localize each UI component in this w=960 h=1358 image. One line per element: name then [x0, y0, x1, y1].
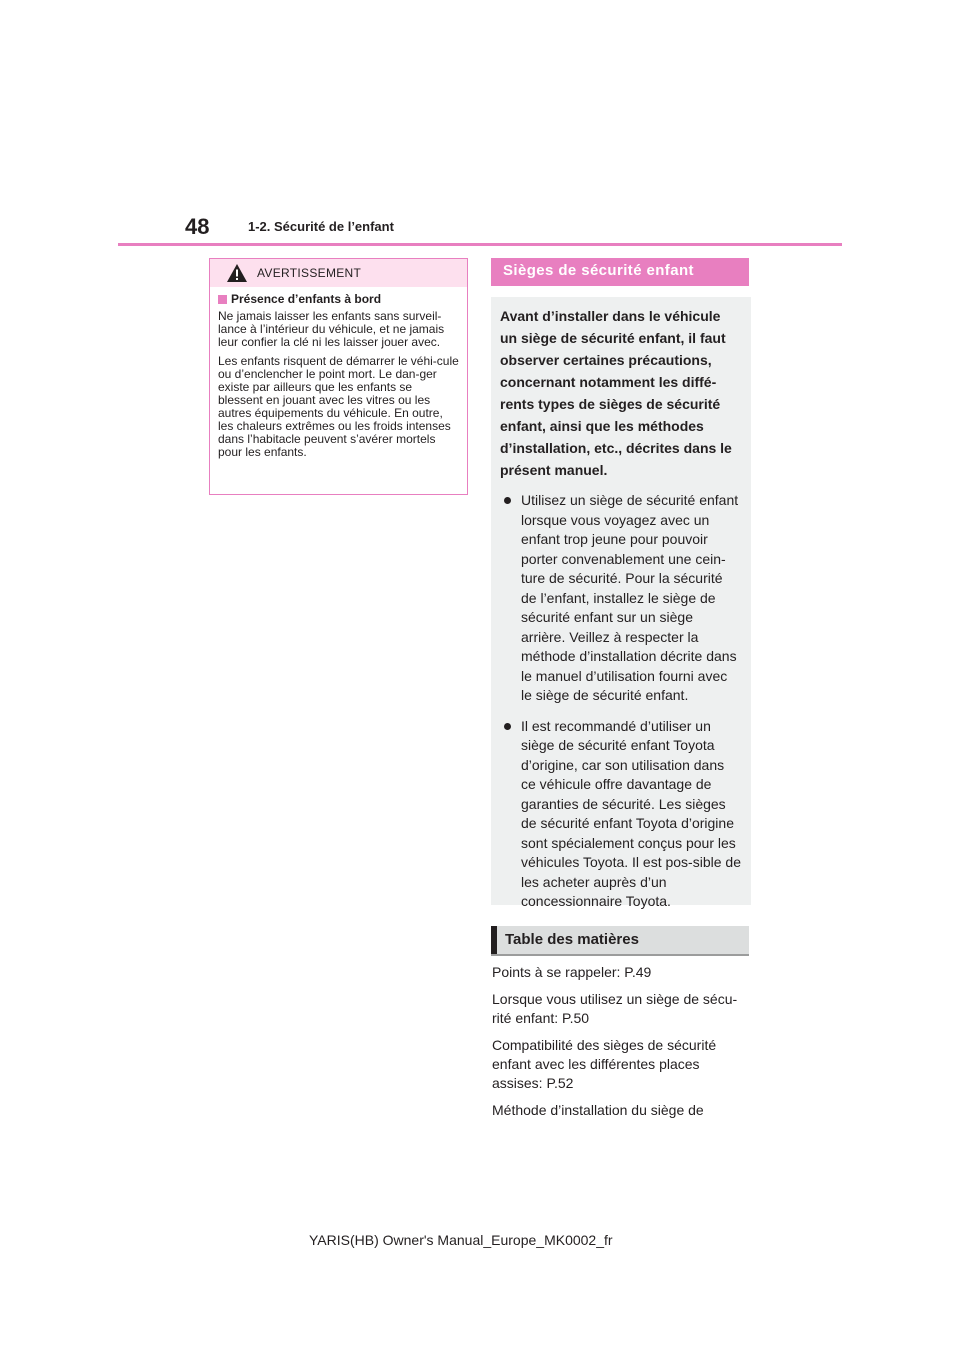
list-item: [500, 491, 741, 706]
warning-heading-text: Présence d’enfants à bord: [231, 292, 382, 306]
warning-paragraph: Les enfants risquent de démarrer le véhi-cule ou d’enclencher le point mort. Le dan-ger existe par ailleurs que les enfants se blessent en jouant avec les vitres ou les autres équipements du véhicule. En outre, les chaleurs extrêmes ou les froids intenses dans l’habitacle peuvent s’avérer mortels pour les enfants.: [218, 354, 459, 459]
toc-entry[interactable]: Méthode d’installation du siège de: [492, 1102, 704, 1118]
intro-text: Avant d’installer dans le véhicule un siège de sécurité enfant, il faut observer certaines précautions, concernant notamment les diffé-rents types de sièges de sécurité enfant, ainsi que les méthodes d’installation, etc., décrites dans le présent manuel.: [500, 308, 732, 478]
section-title: 1-2. Sécurité de l’enfant: [248, 219, 394, 234]
warning-box: [209, 258, 468, 495]
toc-entry[interactable]: Points à se rappeler: P.49: [492, 964, 652, 980]
toc-entry[interactable]: Lorsque vous utilisez un siège de sécu-rité enfant: P.50: [492, 991, 738, 1026]
header-rule: [118, 243, 842, 246]
list-item-text: Il est recommandé d’utiliser un siège de sécurité enfant Toyota d’origine, car son utilisation dans ce véhicule offre davantage de garanties de sécurité. Les sièges de sécurité enfant Toyota d’origine sont spécialement conçus pour les véhicules Toyota. Il est pos-sible de les acheter auprès d’un concessionnaire Toyota.: [521, 717, 741, 909]
warning-paragraph: Ne jamais laisser les enfants sans surveil-lance à l’intérieur du véhicule, et ne jamais leur confier la clé ni les laisser jouer avec.: [218, 309, 445, 349]
square-bullet-icon: [218, 295, 227, 304]
toc-heading: [491, 926, 749, 956]
toc-heading-text: Table des matières: [505, 931, 639, 948]
toc-list: [492, 963, 752, 1128]
bullet-dot-icon: [504, 723, 511, 730]
footer-text: YARIS(HB) Owner's Manual_Europe_MK0002_fr: [309, 1232, 613, 1248]
list-item-text: Utilisez un siège de sécurité enfant lorsque vous voyagez avec un enfant trop jeune pour pouvoir porter convenablement une cein-ture de sécurité. Pour la sécurité de l’enfant, installez le siège de sécurité enfant sur un siège arrière. Veillez à respecter la méthode d’installation décrite dans le manuel d’utilisation fourni avec le siège de sécurité enfant.: [521, 492, 739, 703]
section-heading-text: Sièges de sécurité enfant: [503, 262, 694, 279]
intro-box: [491, 297, 751, 909]
warning-triangle-icon: [226, 263, 248, 283]
bullet-dot-icon: [504, 497, 511, 504]
section-heading: [491, 258, 749, 286]
list-item: [500, 717, 741, 912]
warning-title: AVERTISSEMENT: [257, 266, 362, 280]
warning-body: [210, 287, 467, 459]
toc-heading-bar: [491, 926, 497, 954]
toc-entry[interactable]: Compatibilité des sièges de sécurité enfant avec les différentes places assises: P.52: [492, 1037, 717, 1091]
warning-header: [210, 259, 467, 287]
page-number: 48: [185, 214, 210, 239]
warning-heading: [218, 293, 459, 306]
